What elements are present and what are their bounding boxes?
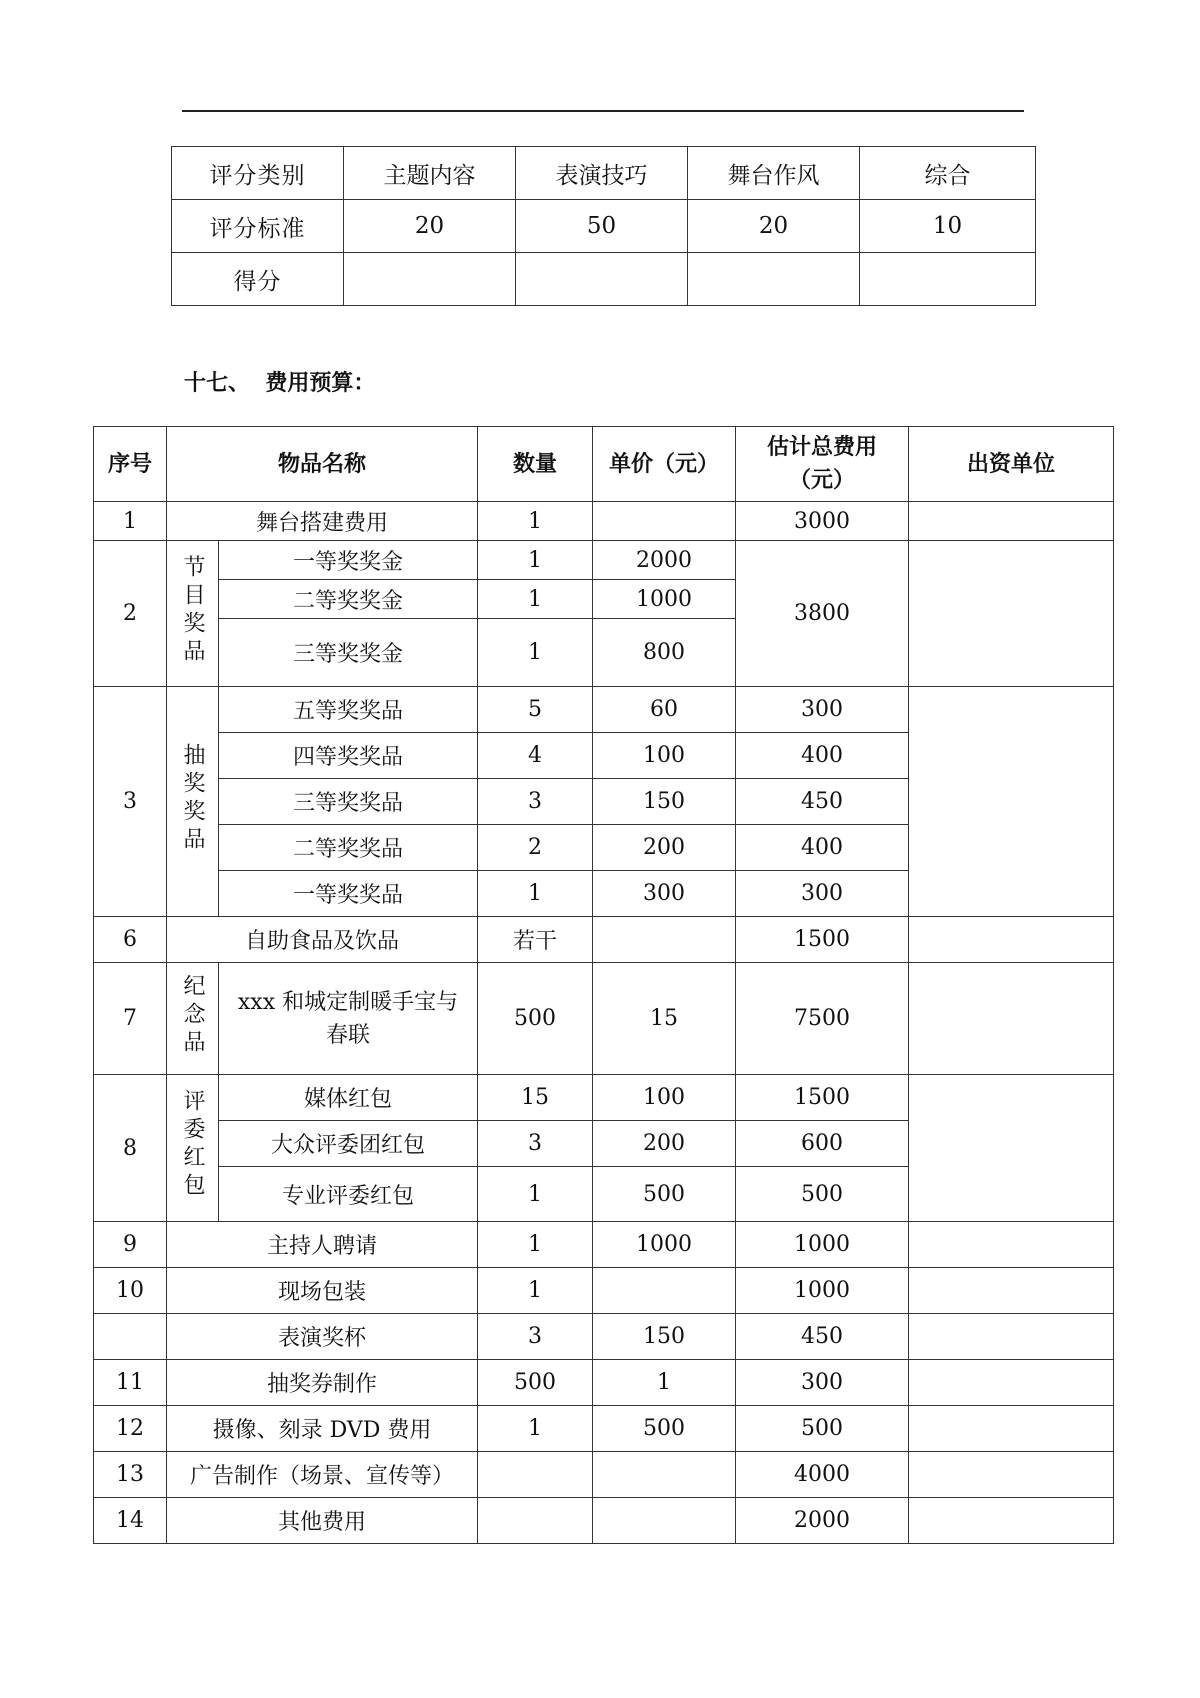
seq-cell: [94, 1314, 167, 1360]
table-row: [94, 1452, 1114, 1498]
funder-cell: [909, 1498, 1114, 1544]
qty-cell: 3: [478, 1314, 593, 1360]
total-cell: 2000: [736, 1498, 909, 1544]
price-cell: 1: [593, 1360, 736, 1406]
seq-cell: 10: [94, 1268, 167, 1314]
total-cell: 500: [736, 1406, 909, 1452]
table-row: [94, 917, 1114, 963]
seq-cell: 14: [94, 1498, 167, 1544]
qty-cell: 1: [478, 502, 593, 541]
qty-cell: 1: [478, 1268, 593, 1314]
item-cell: 舞台搭建费用: [167, 502, 478, 541]
funder-cell: [909, 917, 1114, 963]
total-cell: 300: [736, 1360, 909, 1406]
table-row: [94, 963, 1114, 1075]
table-row: [94, 1314, 1114, 1360]
category-label: 纪念品: [180, 973, 205, 1058]
item-cell: 抽奖券制作: [167, 1360, 478, 1406]
score-cell: 表演技巧: [516, 147, 688, 200]
price-cell: 200: [593, 825, 736, 871]
table-row: [94, 1406, 1114, 1452]
seq-cell: 2: [94, 541, 167, 687]
seq-cell: 13: [94, 1452, 167, 1498]
price-cell: 150: [593, 779, 736, 825]
score-cell: 20: [344, 200, 516, 253]
header-item: 物品名称: [167, 427, 478, 502]
qty-cell: 1: [478, 580, 593, 619]
category-cell: [167, 541, 219, 687]
price-cell: 1000: [593, 580, 736, 619]
total-cell: 400: [736, 733, 909, 779]
funder-cell: [909, 502, 1114, 541]
table-row: [94, 1360, 1114, 1406]
item-cell: 自助食品及饮品: [167, 917, 478, 963]
total-cell: 300: [736, 871, 909, 917]
budget-header-row: [94, 427, 1114, 502]
category-label: 评委红包: [180, 1089, 205, 1201]
seq-cell: 6: [94, 917, 167, 963]
qty-cell: 1: [478, 541, 593, 580]
price-cell: 300: [593, 871, 736, 917]
score-cell: 主题内容: [344, 147, 516, 200]
item-cell: 三等奖奖品: [219, 779, 478, 825]
price-cell: 1000: [593, 1222, 736, 1268]
section-heading: 十七、 费用预算：: [184, 371, 376, 396]
price-cell: [593, 1268, 736, 1314]
header-seq: 序号: [94, 427, 167, 502]
table-row: [94, 1075, 1114, 1121]
item-cell: 五等奖奖品: [219, 687, 478, 733]
seq-cell: 9: [94, 1222, 167, 1268]
item-cell: 广告制作（场景、宣传等）: [167, 1452, 478, 1498]
header-rule: [182, 110, 1024, 112]
score-cell-empty: [516, 253, 688, 306]
funder-cell: [909, 1075, 1114, 1222]
qty-cell: 5: [478, 687, 593, 733]
seq-cell: 12: [94, 1406, 167, 1452]
score-row-category: [172, 147, 1036, 200]
seq-cell: 11: [94, 1360, 167, 1406]
total-cell: 1500: [736, 917, 909, 963]
funder-cell: [909, 1268, 1114, 1314]
score-row-score: [172, 253, 1036, 306]
score-cell-empty: [688, 253, 860, 306]
total-cell: 450: [736, 779, 909, 825]
item-cell: 二等奖奖金: [219, 580, 478, 619]
total-cell: 400: [736, 825, 909, 871]
qty-cell: 4: [478, 733, 593, 779]
table-row: [94, 1268, 1114, 1314]
price-cell: 60: [593, 687, 736, 733]
price-cell: 150: [593, 1314, 736, 1360]
qty-cell: 500: [478, 1360, 593, 1406]
category-cell: [167, 1075, 219, 1222]
score-cell-empty: [344, 253, 516, 306]
total-cell: 1000: [736, 1268, 909, 1314]
qty-cell: [478, 1498, 593, 1544]
header-total: [736, 427, 909, 502]
total-cell: 600: [736, 1121, 909, 1167]
item-cell: 其他费用: [167, 1498, 478, 1544]
funder-cell: [909, 1360, 1114, 1406]
price-cell: [593, 917, 736, 963]
budget-table: [93, 426, 1114, 1544]
total-cell: 1500: [736, 1075, 909, 1121]
qty-cell: 2: [478, 825, 593, 871]
price-cell: [593, 502, 736, 541]
category-cell: [167, 687, 219, 917]
qty-cell: 3: [478, 779, 593, 825]
qty-cell: 1: [478, 1222, 593, 1268]
table-row: [94, 1498, 1114, 1544]
score-cell-empty: [860, 253, 1036, 306]
item-cell: [219, 963, 478, 1075]
funder-cell: [909, 963, 1114, 1075]
seq-cell: 7: [94, 963, 167, 1075]
total-cell: 7500: [736, 963, 909, 1075]
total-cell: 4000: [736, 1452, 909, 1498]
item-cell: 三等奖奖金: [219, 619, 478, 687]
header-qty: 数量: [478, 427, 593, 502]
category-label: 抽奖奖品: [180, 742, 205, 855]
item-cell: 四等奖奖品: [219, 733, 478, 779]
qty-cell: [478, 1452, 593, 1498]
table-row: [94, 1222, 1114, 1268]
qty-cell: 3: [478, 1121, 593, 1167]
item-cell: 现场包装: [167, 1268, 478, 1314]
table-row: [94, 687, 1114, 733]
price-cell: 200: [593, 1121, 736, 1167]
header-total-label: 估计总费用（元）: [767, 435, 878, 493]
table-row: [94, 502, 1114, 541]
funder-cell: [909, 1406, 1114, 1452]
price-cell: 100: [593, 1075, 736, 1121]
score-table: [171, 146, 1036, 306]
funder-cell: [909, 687, 1114, 917]
item-label: xxx 和城定制暖手宝与春联: [237, 989, 459, 1048]
qty-cell: 1: [478, 1167, 593, 1222]
funder-cell: [909, 1314, 1114, 1360]
score-cell: 得分: [172, 253, 344, 306]
price-cell: 2000: [593, 541, 736, 580]
item-cell: 表演奖杯: [167, 1314, 478, 1360]
score-cell: 评分类别: [172, 147, 344, 200]
qty-cell: 15: [478, 1075, 593, 1121]
score-cell: 10: [860, 200, 1036, 253]
qty-cell: 500: [478, 963, 593, 1075]
price-cell: [593, 1452, 736, 1498]
header-unit-price: 单价（元）: [593, 427, 736, 502]
total-cell: 1000: [736, 1222, 909, 1268]
item-cell: 大众评委团红包: [219, 1121, 478, 1167]
price-cell: 500: [593, 1406, 736, 1452]
score-cell: 舞台作风: [688, 147, 860, 200]
price-cell: [593, 1498, 736, 1544]
item-cell: 媒体红包: [219, 1075, 478, 1121]
total-cell: 500: [736, 1167, 909, 1222]
header-funder: 出资单位: [909, 427, 1114, 502]
category-cell: [167, 963, 219, 1075]
funder-cell: [909, 1222, 1114, 1268]
item-cell: 一等奖奖金: [219, 541, 478, 580]
seq-cell: 3: [94, 687, 167, 917]
qty-cell: 1: [478, 1406, 593, 1452]
score-cell: 20: [688, 200, 860, 253]
seq-cell: 1: [94, 502, 167, 541]
qty-cell: 1: [478, 871, 593, 917]
score-row-standard: [172, 200, 1036, 253]
total-cell: 3800: [736, 541, 909, 687]
category-label: 节目奖品: [180, 554, 205, 667]
price-cell: 800: [593, 619, 736, 687]
funder-cell: [909, 541, 1114, 687]
seq-cell: 8: [94, 1075, 167, 1222]
item-cell: 主持人聘请: [167, 1222, 478, 1268]
score-cell: 综合: [860, 147, 1036, 200]
qty-cell: 若干: [478, 917, 593, 963]
score-cell: 50: [516, 200, 688, 253]
item-cell: 专业评委红包: [219, 1167, 478, 1222]
table-row: [94, 541, 1114, 580]
funder-cell: [909, 1452, 1114, 1498]
score-cell: 评分标准: [172, 200, 344, 253]
item-cell: 摄像、刻录 DVD 费用: [167, 1406, 478, 1452]
total-cell: 450: [736, 1314, 909, 1360]
price-cell: 500: [593, 1167, 736, 1222]
total-cell: 3000: [736, 502, 909, 541]
total-cell: 300: [736, 687, 909, 733]
item-cell: 一等奖奖品: [219, 871, 478, 917]
price-cell: 100: [593, 733, 736, 779]
qty-cell: 1: [478, 619, 593, 687]
item-cell: 二等奖奖品: [219, 825, 478, 871]
price-cell: 15: [593, 963, 736, 1075]
